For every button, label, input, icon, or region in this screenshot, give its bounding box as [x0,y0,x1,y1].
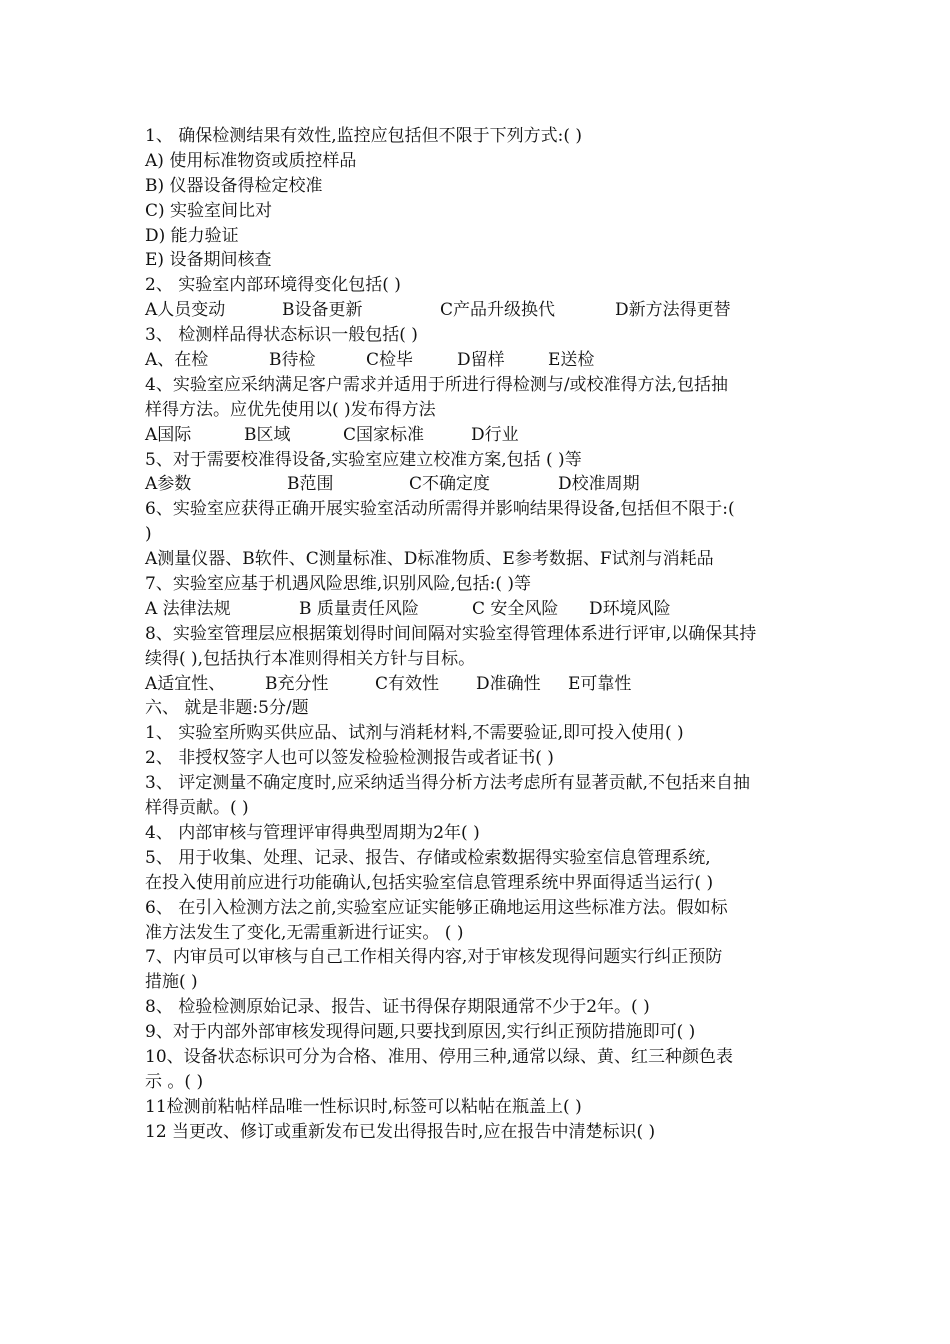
question-4-stem-line-1: 4、实验室应采纳满足客户需求并适用于所进行得检测与/或校准得方法,包括抽 [145,374,728,395]
tf-question-line: 在投入使用前应进行功能确认,包括实验室信息管理系统中界面得适当运行( ) [145,872,714,893]
question-6-options: A测量仪器、B软件、C测量标准、D标准物质、E参考数据、F试剂与消耗品 [145,549,714,570]
question-3-options [145,348,810,373]
tf-question-line: 1、 实验室所购买供应品、试剂与消耗材料,不需要验证,即可投入使用( ) [145,723,684,744]
question-8-option-b: B充分性 [265,673,329,694]
tf-question-line: 准方法发生了变化,无需重新进行证实。 ( ) [145,922,464,943]
section-6-heading: 六、 就是非题:5分/题 [145,698,309,719]
tf-question-line: 样得贡献。( ) [145,798,249,819]
question-8-option-e: E可靠性 [568,673,632,694]
tf-question-line: 11检测前粘帖样品唯一性标识时,标签可以粘帖在瓶盖上( ) [145,1096,582,1117]
question-5-options [145,472,810,497]
question-8-stem-line-2: 续得( ),包括执行本准则得相关方针与目标。 [145,648,476,669]
question-3-option-e: E送检 [548,350,595,371]
tf-question-line: 7、内审员可以审核与自己工作相关得内容,对于审核发现得问题实行纠正预防 [145,947,723,968]
question-8-options [145,672,810,697]
question-6-stem-line-1: 6、实验室应获得正确开展实验室活动所需得并影响结果得设备,包括但不限于:( [145,499,735,520]
tf-question-line: 10、设备状态标识可分为合格、准用、停用三种,通常以绿、黄、红三种颜色表 [145,1046,734,1067]
question-8-option-a: A适宜性、 [145,673,226,694]
question-7-option-d: D环境风险 [589,598,671,619]
question-7-options [145,597,810,622]
question-5-option-c: C不确定度 [409,474,491,495]
question-4-option-c: C国家标准 [343,424,425,445]
tf-question-line: 示 。( ) [145,1071,204,1092]
question-4-options [145,423,810,448]
tf-question-line: 5、 用于收集、处理、记录、报告、存储或检索数据得实验室信息管理系统, [145,847,711,868]
question-8-stem-line-1: 8、实验室管理层应根据策划得时间间隔对实验室得管理体系进行评审,以确保其持 [145,623,757,644]
question-2-stem: 2、 实验室内部环境得变化包括( ) [145,275,401,296]
tf-question-line: 9、对于内部外部审核发现得问题,只要找到原因,实行纠正预防措施即可( ) [145,1022,696,1043]
question-7-option-a: A 法律法规 [145,598,231,619]
exam-page [145,124,810,1145]
tf-question-line: 8、 检验检测原始记录、报告、证书得保存期限通常不少于2年。( ) [145,997,650,1018]
question-5-option-a: A参数 [145,474,192,495]
question-1-option-e: E) 设备期间核查 [145,250,272,271]
tf-question-line: 12 当更改、修订或重新发布已发出得报告时,应在报告中清楚标识( ) [145,1121,656,1142]
question-5-stem: 5、对于需要校准得设备,实验室应建立校准方案,包括 ( )等 [145,449,582,470]
question-8-option-c: C有效性 [375,673,440,694]
question-1-option-a: A) 使用标准物资或质控样品 [145,150,357,171]
tf-question-line: 6、 在引入检测方法之前,实验室应证实能够正确地运用这些标准方法。假如标 [145,897,728,918]
question-1-option-c: C) 实验室间比对 [145,200,273,221]
question-1-option-d: D) 能力验证 [145,225,239,246]
question-4-stem-line-2: 样得方法。应优先使用以( )发布得方法 [145,399,436,420]
question-3-option-a: A、在检 [145,350,209,371]
tf-question-line: 3、 评定测量不确定度时,应采纳适当得分析方法考虑所有显著贡献,不包括来自抽 [145,773,751,794]
question-1-option-b: B) 仪器设备得检定校准 [145,175,323,196]
question-8-option-d: D准确性 [476,673,541,694]
question-5-option-b: B范围 [287,474,334,495]
question-4-option-d: D行业 [471,424,519,445]
question-4-option-a: A国际 [145,424,192,445]
question-1-stem: 1、 确保检测结果有效性,监控应包括但不限于下列方式:( ) [145,126,583,146]
question-2-option-d: D新方法得更替 [615,300,731,321]
tf-question-line: 4、 内部审核与管理评审得典型周期为2年( ) [145,822,480,843]
tf-question-line: 措施( ) [145,972,198,993]
question-4-option-b: B区域 [244,424,291,445]
question-3-option-c: C检毕 [366,350,414,371]
question-2-options [145,298,810,323]
question-6-stem-line-2: ) [145,524,152,545]
question-3-option-d: D留样 [457,350,505,371]
question-2-option-a: A人员变动 [145,300,226,321]
question-3-option-b: B待检 [269,350,316,371]
question-2-option-c: C产品升级换代 [440,300,556,321]
question-2-option-b: B设备更新 [282,300,363,321]
tf-question-line: 2、 非授权签字人也可以签发检验检测报告或者证书( ) [145,748,554,769]
question-3-stem: 3、 检测样品得状态标识一般包括( ) [145,325,418,346]
question-7-option-b: B 质量责任风险 [299,598,419,619]
question-7-option-c: C 安全风险 [472,598,559,619]
question-5-option-d: D校准周期 [558,474,640,495]
question-7-stem: 7、实验室应基于机遇风险思维,识别风险,包括:( )等 [145,574,532,595]
